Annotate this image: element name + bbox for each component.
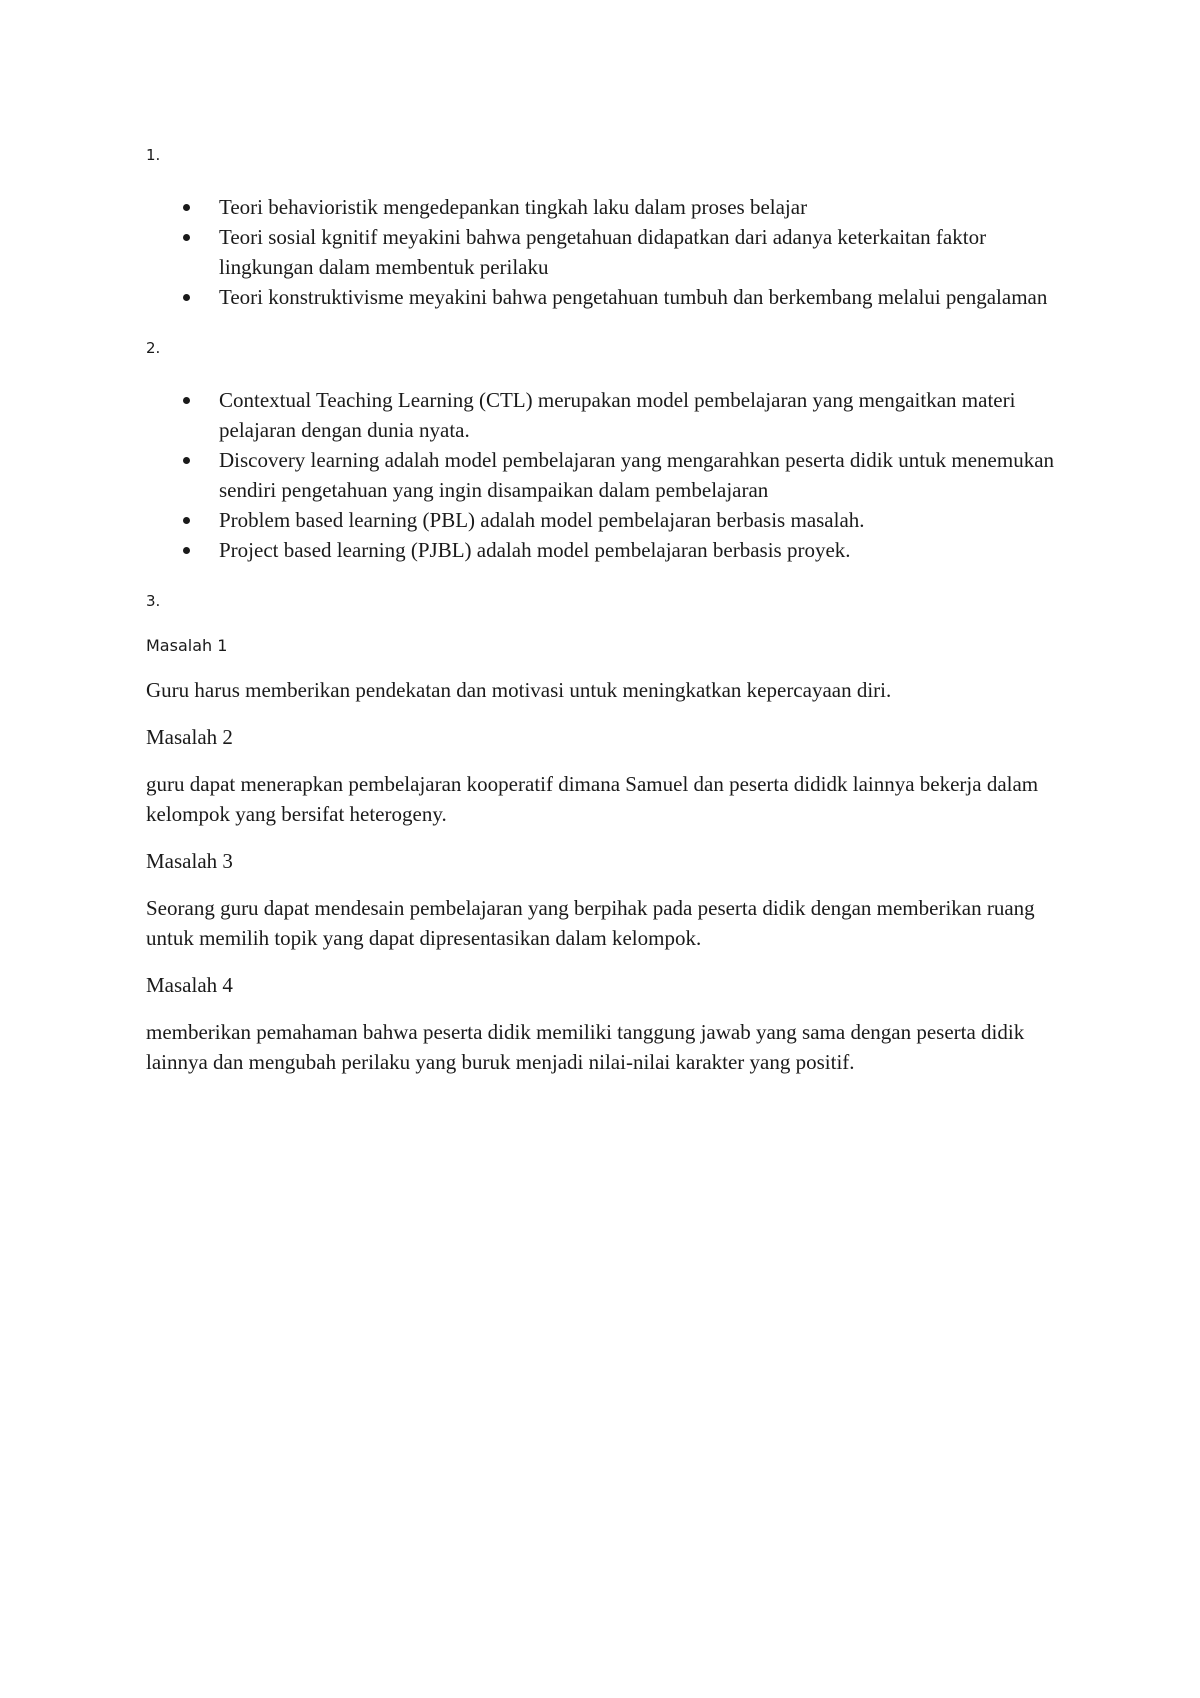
list-item-text: Teori behavioristik mengedepankan tingkah laku dalam proses belajar xyxy=(219,195,808,219)
masalah-heading: Masalah 1 xyxy=(146,636,228,655)
section-number: 2. xyxy=(146,339,161,357)
bullet-icon xyxy=(183,547,190,554)
bullet-icon xyxy=(183,204,190,211)
list-item xyxy=(146,535,1076,565)
bullet-icon xyxy=(183,294,190,301)
list-item-text: Problem based learning (PBL) adalah model pembelajaran berbasis masalah. xyxy=(219,508,865,532)
bullet-list xyxy=(146,385,1076,565)
bullet-icon xyxy=(183,397,190,404)
list-item-text: Project based learning (PJBL) adalah model pembelajaran berbasis proyek. xyxy=(219,538,851,562)
masalah-paragraph: guru dapat menerapkan pembelajaran kooperatif dimana Samuel dan peserta dididk lainnya bekerja dalam kelompok yang bersifat heterogeny. xyxy=(146,772,1039,826)
masalah-heading: Masalah 4 xyxy=(146,973,233,997)
list-item-text: Contextual Teaching Learning (CTL) merupakan model pembelajaran yang mengaitkan materi pelajaran dengan dunia nyata. xyxy=(219,388,1016,442)
masalah-paragraph: Guru harus memberikan pendekatan dan motivasi untuk meningkatkan kepercayaan diri. xyxy=(146,678,892,702)
list-item xyxy=(146,192,1076,222)
list-item xyxy=(146,505,1076,535)
bullet-list xyxy=(146,192,1076,312)
masalah-paragraph: Seorang guru dapat mendesain pembelajaran yang berpihak pada peserta didik dengan memberikan ruang untuk memilih topik yang dapat dipresentasikan dalam kelompok. xyxy=(146,896,1035,950)
bullet-icon xyxy=(183,234,190,241)
section-number: 3. xyxy=(146,592,161,610)
list-item xyxy=(146,222,1076,282)
document-page xyxy=(146,145,1076,1077)
bullet-icon xyxy=(183,517,190,524)
masalah-heading: Masalah 3 xyxy=(146,849,233,873)
list-item xyxy=(146,282,1076,312)
list-item xyxy=(146,445,1076,505)
list-item-text: Teori sosial kgnitif meyakini bahwa pengetahuan didapatkan dari adanya keterkaitan faktor lingkungan dalam membentuk perilaku xyxy=(219,225,987,279)
section-number: 1. xyxy=(146,146,161,164)
bullet-icon xyxy=(183,457,190,464)
masalah-heading: Masalah 2 xyxy=(146,725,233,749)
list-item-text: Teori konstruktivisme meyakini bahwa pengetahuan tumbuh dan berkembang melalui pengalaman xyxy=(219,285,1048,309)
masalah-paragraph: memberikan pemahaman bahwa peserta didik memiliki tanggung jawab yang sama dengan peserta didik lainnya dan mengubah perilaku yang buruk menjadi nilai-nilai karakter yang positif. xyxy=(146,1020,1025,1074)
list-item-text: Discovery learning adalah model pembelajaran yang mengarahkan peserta didik untuk menemukan sendiri pengetahuan yang ingin disampaikan dalam pembelajaran xyxy=(219,448,1055,502)
list-item xyxy=(146,385,1076,445)
